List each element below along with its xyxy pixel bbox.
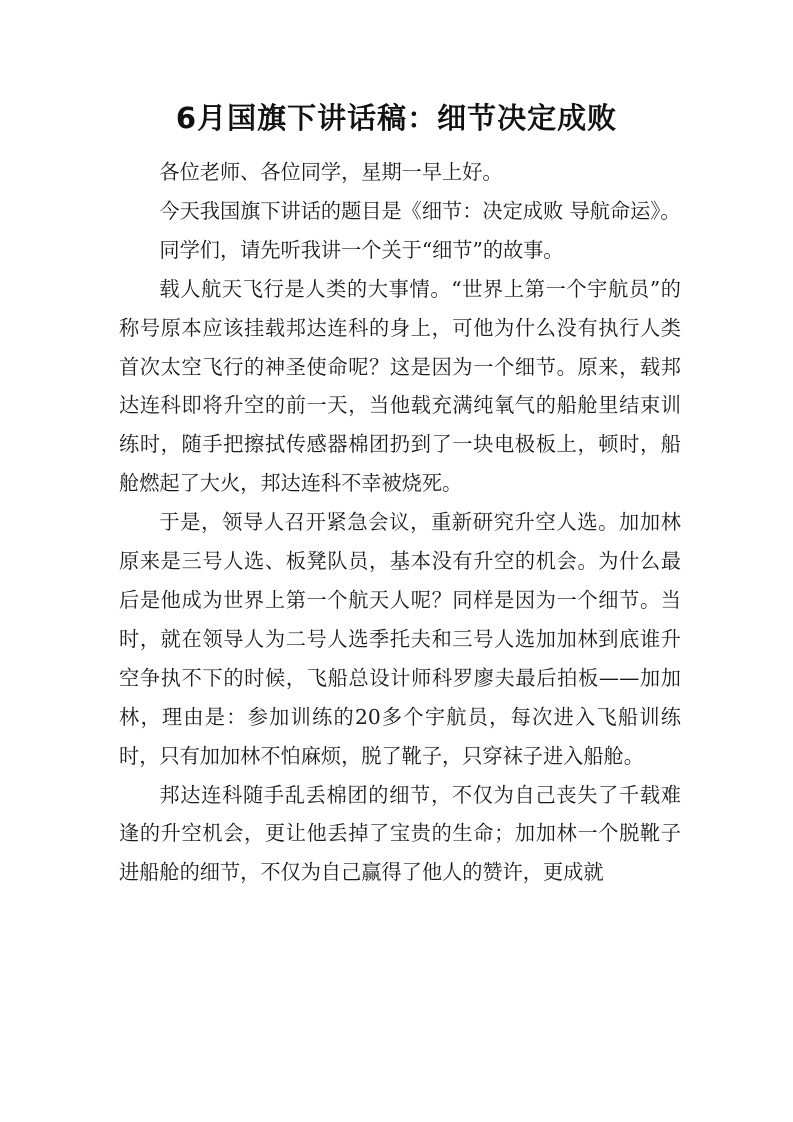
document-title: 6月国旗下讲话稿：细节决定成败 — [175, 101, 618, 135]
document-body — [119, 153, 681, 892]
paragraph-gagarin: 于是，领导人召开紧急会议，重新研究升空人选。加加林原来是三号人选、板凳队员，基本没有升空的机会。为什么最后是他成为世界上第一个航天人呢？同样是因为一个细节。当时，就在领导人为二号人选季托夫和三号人选加加林到底谁升空争执不下的时候，飞船总设计师科罗廖夫最后拍板——加加林，理由是：参加训练的20多个宇航员，每次进入飞船训练时，只有加加林不怕麻烦，脱了靴子，只穿袜子进入船舱。 — [119, 510, 681, 768]
paragraph-greeting: 各位老师、各位同学，星期一早上好。 — [159, 160, 503, 184]
paragraph-bondarenko: 载人航天飞行是人类的大事情。“世界上第一个宇航员”的称号原本应该挂载邦达连科的身上，可他为什么没有执行人类首次太空飞行的神圣使命呢？这是因为一个细节。原来，载邦达连科即将升空的前一天，当他载充满纯氧气的船舱里结束训练时，随手把擦拭传感器棉团扔到了一块电极板上，顿时，船舱燃起了大火，邦达连科不幸被烧死。 — [119, 276, 681, 496]
paragraph-topic: 今天我国旗下讲话的题目是《细节：决定成败 导航命运》。 — [159, 198, 681, 223]
paragraph-story-intro: 同学们，请先听我讲一个关于“细节”的故事。 — [159, 237, 564, 262]
paragraph-comparison: 邦达连科随手乱丢棉团的细节，不仅为自己丧失了千载难逢的升空机会，更让他丢掉了宝贵的生命；加加林一个脱靴子进船舱的细节，不仅为自己赢得了他人的赞许，更成就 — [119, 782, 681, 885]
